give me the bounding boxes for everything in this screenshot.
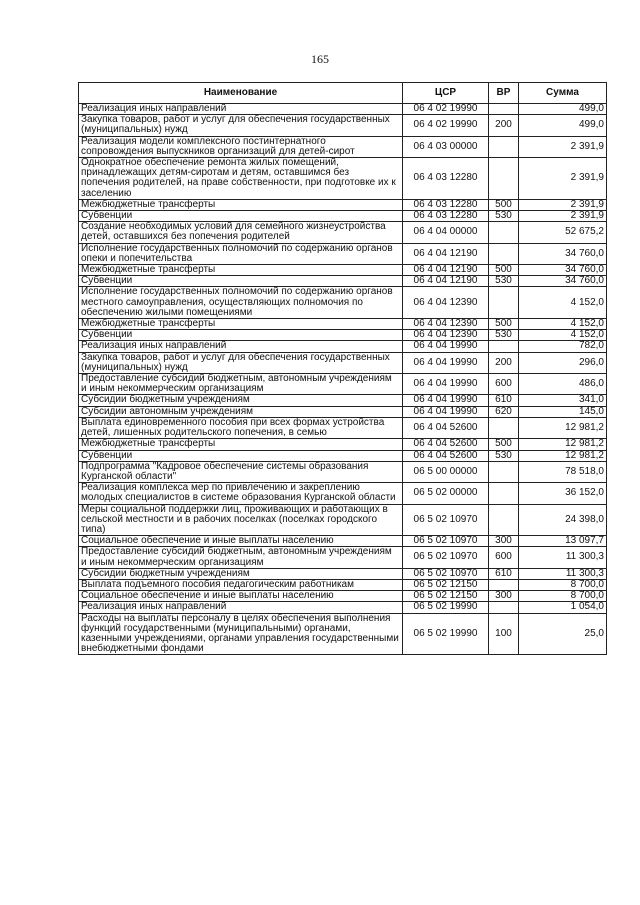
cell-name: Реализация комплекса мер по привлечению и закреплению молодых специалистов в системе образования Курганской области bbox=[79, 483, 403, 504]
table-body bbox=[79, 104, 607, 655]
table-row bbox=[79, 276, 607, 287]
page-number: 165 bbox=[311, 52, 329, 66]
cell-vr: 500 bbox=[489, 319, 519, 330]
header-sum: Сумма bbox=[519, 83, 607, 104]
table-row bbox=[79, 330, 607, 341]
table-row bbox=[79, 579, 607, 590]
cell-vr bbox=[489, 602, 519, 613]
cell-name: Межбюджетные трансферты bbox=[79, 439, 403, 450]
cell-csr: 06 4 04 19990 bbox=[403, 352, 489, 373]
table-row bbox=[79, 374, 607, 395]
cell-name: Однократное обеспечение ремонта жилых помещений, принадлежащих детям-сиротам и детям, оставшимся без попечения родителей, на праве собственности, при подготовке их к заселению bbox=[79, 158, 403, 200]
cell-name: Субвенции bbox=[79, 330, 403, 341]
cell-name: Выплата единовременного пособия при всех формах устройства детей, лишенных родительского попечения, в семью bbox=[79, 417, 403, 438]
cell-csr: 06 5 02 10970 bbox=[403, 504, 489, 536]
cell-csr: 06 4 03 12280 bbox=[403, 199, 489, 210]
cell-sum: 34 760,0 bbox=[519, 265, 607, 276]
cell-sum: 12 981,2 bbox=[519, 439, 607, 450]
budget-table bbox=[78, 82, 607, 655]
cell-name: Меры социальной поддержки лиц, проживающих и работающих в сельской местности и в рабочих поселках (поселках городского типа) bbox=[79, 504, 403, 536]
cell-csr: 06 4 04 00000 bbox=[403, 222, 489, 243]
cell-name: Выплата подъемного пособия педагогическим работникам bbox=[79, 579, 403, 590]
cell-sum: 13 097,7 bbox=[519, 536, 607, 547]
cell-vr bbox=[489, 158, 519, 200]
cell-csr: 06 4 04 19990 bbox=[403, 395, 489, 406]
cell-csr: 06 5 02 10970 bbox=[403, 536, 489, 547]
cell-sum: 34 760,0 bbox=[519, 243, 607, 264]
cell-sum: 499,0 bbox=[519, 115, 607, 136]
cell-csr: 06 5 02 10970 bbox=[403, 547, 489, 568]
cell-sum: 4 152,0 bbox=[519, 287, 607, 319]
table-row bbox=[79, 406, 607, 417]
cell-vr: 530 bbox=[489, 330, 519, 341]
cell-name: Реализация иных направлений bbox=[79, 341, 403, 352]
cell-vr: 300 bbox=[489, 536, 519, 547]
cell-sum: 2 391,9 bbox=[519, 199, 607, 210]
table-row bbox=[79, 341, 607, 352]
cell-vr bbox=[489, 461, 519, 482]
cell-csr: 06 4 04 12190 bbox=[403, 276, 489, 287]
cell-sum: 8 700,0 bbox=[519, 591, 607, 602]
cell-sum: 296,0 bbox=[519, 352, 607, 373]
cell-csr: 06 4 03 00000 bbox=[403, 136, 489, 157]
cell-vr bbox=[489, 417, 519, 438]
table-row bbox=[79, 352, 607, 373]
cell-sum: 4 152,0 bbox=[519, 330, 607, 341]
cell-sum: 2 391,9 bbox=[519, 211, 607, 222]
cell-sum: 1 054,0 bbox=[519, 602, 607, 613]
cell-name: Реализация иных направлений bbox=[79, 602, 403, 613]
cell-name: Реализация модели комплексного постинтернатного сопровождения выпускников организаций для детей-сирот bbox=[79, 136, 403, 157]
cell-sum: 12 981,2 bbox=[519, 417, 607, 438]
cell-vr: 600 bbox=[489, 547, 519, 568]
cell-vr: 620 bbox=[489, 406, 519, 417]
cell-csr: 06 5 02 12150 bbox=[403, 591, 489, 602]
cell-sum: 8 700,0 bbox=[519, 579, 607, 590]
cell-vr: 300 bbox=[489, 591, 519, 602]
cell-sum: 145,0 bbox=[519, 406, 607, 417]
cell-name: Предоставление субсидий бюджетным, автономным учреждениям и иным некоммерческим организациям bbox=[79, 547, 403, 568]
cell-csr: 06 4 02 19990 bbox=[403, 115, 489, 136]
table-row bbox=[79, 158, 607, 200]
cell-name: Создание необходимых условий для семейного жизнеустройства детей, оставшихся без попечения родителей bbox=[79, 222, 403, 243]
cell-csr: 06 4 04 19990 bbox=[403, 374, 489, 395]
cell-vr: 610 bbox=[489, 568, 519, 579]
table-header-row bbox=[79, 83, 607, 104]
cell-sum: 4 152,0 bbox=[519, 319, 607, 330]
cell-csr: 06 4 03 12280 bbox=[403, 158, 489, 200]
cell-vr: 610 bbox=[489, 395, 519, 406]
table-row bbox=[79, 602, 607, 613]
cell-csr: 06 5 02 19990 bbox=[403, 602, 489, 613]
cell-vr bbox=[489, 579, 519, 590]
cell-vr: 530 bbox=[489, 450, 519, 461]
cell-name: Субсидии бюджетным учреждениям bbox=[79, 568, 403, 579]
table-row bbox=[79, 115, 607, 136]
cell-csr: 06 4 03 12280 bbox=[403, 211, 489, 222]
cell-sum: 34 760,0 bbox=[519, 276, 607, 287]
cell-vr bbox=[489, 504, 519, 536]
table-row bbox=[79, 222, 607, 243]
cell-name: Подпрограмма "Кадровое обеспечение системы образования Курганской области" bbox=[79, 461, 403, 482]
cell-name: Социальное обеспечение и иные выплаты населению bbox=[79, 536, 403, 547]
table-row bbox=[79, 450, 607, 461]
table-row bbox=[79, 395, 607, 406]
table-row bbox=[79, 417, 607, 438]
cell-vr bbox=[489, 136, 519, 157]
header-csr: ЦСР bbox=[403, 83, 489, 104]
cell-vr: 100 bbox=[489, 613, 519, 655]
header-vr: ВР bbox=[489, 83, 519, 104]
cell-csr: 06 5 02 19990 bbox=[403, 613, 489, 655]
cell-csr: 06 4 04 19990 bbox=[403, 341, 489, 352]
cell-name: Реализация иных направлений bbox=[79, 104, 403, 115]
cell-vr: 530 bbox=[489, 211, 519, 222]
cell-csr: 06 5 02 00000 bbox=[403, 483, 489, 504]
cell-sum: 2 391,9 bbox=[519, 158, 607, 200]
table-row bbox=[79, 547, 607, 568]
cell-vr bbox=[489, 222, 519, 243]
table-row bbox=[79, 287, 607, 319]
header-name: Наименование bbox=[79, 83, 403, 104]
table-row bbox=[79, 136, 607, 157]
cell-name: Исполнение государственных полномочий по содержанию органов опеки и попечительства bbox=[79, 243, 403, 264]
cell-sum: 12 981,2 bbox=[519, 450, 607, 461]
table-row bbox=[79, 613, 607, 655]
cell-name: Межбюджетные трансферты bbox=[79, 319, 403, 330]
cell-csr: 06 4 04 52600 bbox=[403, 439, 489, 450]
cell-name: Закупка товаров, работ и услуг для обеспечения государственных (муниципальных) нужд bbox=[79, 352, 403, 373]
table-row bbox=[79, 461, 607, 482]
cell-name: Субвенции bbox=[79, 276, 403, 287]
cell-vr: 500 bbox=[489, 199, 519, 210]
cell-name: Расходы на выплаты персоналу в целях обеспечения выполнения функций государственными (муниципальными) органами, казенными учреждениями, органами управления государственными внебюджетными фондами bbox=[79, 613, 403, 655]
cell-sum: 2 391,9 bbox=[519, 136, 607, 157]
cell-vr bbox=[489, 483, 519, 504]
cell-sum: 486,0 bbox=[519, 374, 607, 395]
cell-sum: 782,0 bbox=[519, 341, 607, 352]
cell-name: Закупка товаров, работ и услуг для обеспечения государственных (муниципальных) нужд bbox=[79, 115, 403, 136]
cell-sum: 78 518,0 bbox=[519, 461, 607, 482]
cell-vr: 500 bbox=[489, 439, 519, 450]
cell-sum: 11 300,3 bbox=[519, 568, 607, 579]
cell-csr: 06 4 04 52600 bbox=[403, 450, 489, 461]
cell-csr: 06 4 02 19990 bbox=[403, 104, 489, 115]
cell-sum: 341,0 bbox=[519, 395, 607, 406]
table-row bbox=[79, 265, 607, 276]
cell-csr: 06 4 04 12390 bbox=[403, 319, 489, 330]
cell-name: Субвенции bbox=[79, 450, 403, 461]
cell-name: Субсидии автономным учреждениям bbox=[79, 406, 403, 417]
table-row bbox=[79, 568, 607, 579]
cell-csr: 06 5 02 10970 bbox=[403, 568, 489, 579]
cell-csr: 06 4 04 19990 bbox=[403, 406, 489, 417]
cell-vr bbox=[489, 104, 519, 115]
cell-sum: 25,0 bbox=[519, 613, 607, 655]
cell-csr: 06 4 04 12190 bbox=[403, 243, 489, 264]
cell-csr: 06 4 04 12390 bbox=[403, 287, 489, 319]
cell-name: Межбюджетные трансферты bbox=[79, 199, 403, 210]
cell-csr: 06 5 02 12150 bbox=[403, 579, 489, 590]
cell-vr: 500 bbox=[489, 265, 519, 276]
cell-vr bbox=[489, 287, 519, 319]
cell-vr: 200 bbox=[489, 352, 519, 373]
cell-name: Субвенции bbox=[79, 211, 403, 222]
cell-sum: 52 675,2 bbox=[519, 222, 607, 243]
table-row bbox=[79, 319, 607, 330]
cell-sum: 24 398,0 bbox=[519, 504, 607, 536]
cell-vr: 600 bbox=[489, 374, 519, 395]
cell-vr: 200 bbox=[489, 115, 519, 136]
table-row bbox=[79, 243, 607, 264]
cell-csr: 06 4 04 12390 bbox=[403, 330, 489, 341]
table-row bbox=[79, 199, 607, 210]
cell-sum: 36 152,0 bbox=[519, 483, 607, 504]
table-row bbox=[79, 483, 607, 504]
table-row bbox=[79, 591, 607, 602]
cell-name: Субсидии бюджетным учреждениям bbox=[79, 395, 403, 406]
cell-csr: 06 4 04 52600 bbox=[403, 417, 489, 438]
cell-csr: 06 5 00 00000 bbox=[403, 461, 489, 482]
cell-sum: 499,0 bbox=[519, 104, 607, 115]
table-row bbox=[79, 439, 607, 450]
cell-name: Социальное обеспечение и иные выплаты населению bbox=[79, 591, 403, 602]
cell-name: Межбюджетные трансферты bbox=[79, 265, 403, 276]
cell-vr bbox=[489, 341, 519, 352]
cell-vr: 530 bbox=[489, 276, 519, 287]
cell-sum: 11 300,3 bbox=[519, 547, 607, 568]
cell-name: Предоставление субсидий бюджетным, автономным учреждениям и иным некоммерческим организациям bbox=[79, 374, 403, 395]
cell-vr bbox=[489, 243, 519, 264]
cell-name: Исполнение государственных полномочий по содержанию органов местного самоуправления, осуществляющих полномочия по обеспечению жилыми помещениями bbox=[79, 287, 403, 319]
table-row bbox=[79, 504, 607, 536]
cell-csr: 06 4 04 12190 bbox=[403, 265, 489, 276]
